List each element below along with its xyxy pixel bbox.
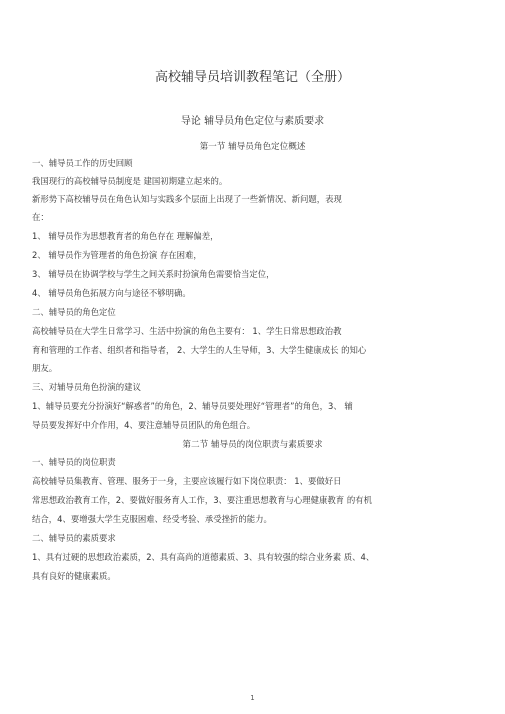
- text-line: 2、 辅导员作为管理者的角色扮演 存在困难，: [32, 250, 202, 260]
- chapter-heading: 导论 辅导员角色定位与素质要求: [180, 116, 325, 127]
- page-number: 1: [250, 694, 255, 702]
- text-line: 1、具有过硬的思想政治素质，2、具有高尚的道德素质、3、具有较强的综合业务素 质、4、: [32, 552, 375, 562]
- text-line: 导员要发挥好中介作用，4、要注意辅导员团队的角色组合。: [32, 420, 256, 430]
- text-line: 朋友。: [32, 363, 58, 373]
- text-line: 常思想政治教育工作，2、要做好服务育人工作，3、要注重思想教育与心理健康教育 的有机: [32, 495, 372, 505]
- text-line: 在：: [32, 212, 49, 222]
- text-line: 具有良好的健康素质。: [32, 571, 116, 581]
- text-line: 高校辅导员在大学生日常学习、生活中扮演的角色主要有： 1、学生日常思想政治教: [32, 326, 342, 336]
- text-line: 三、对辅导员角色扮演的建议: [32, 382, 141, 392]
- text-line: 一、辅导员的岗位职责: [32, 457, 116, 467]
- text-line: 3、 辅导员在协调学校与学生之间关系时扮演角色需要恰当定位，: [32, 269, 275, 279]
- text-line: 育和管理的工作者、组织者和指导者， 2、大学生的人生导师，3、大学生健康成长 的知心: [32, 345, 367, 355]
- text-line: 一、辅导员工作的历史回顾: [32, 158, 133, 168]
- document-title: 高校辅导员培训教程笔记（全册）: [154, 70, 350, 85]
- text-line: 二、辅导员的素质要求: [32, 533, 116, 543]
- text-line: 我国现行的高校辅导员制度是 建国初期建立起来的。: [32, 176, 228, 186]
- text-line: 1、 辅导员作为思想教育者的角色存在 理解偏差，: [32, 231, 219, 241]
- text-line: 高校辅导员集教育、管理、服务于一身，主要应该履行如下岗位职责： 1、要做好日: [32, 476, 342, 486]
- text-line: 4、 辅导员角色拓展方向与途径不够明确。: [32, 288, 191, 298]
- section-heading-2: 第二节 辅导员的岗位职责与素质要求: [182, 440, 323, 450]
- text-line: 二、辅导员的角色定位: [32, 307, 116, 317]
- section-heading-1: 第一节 辅导员角色定位概述: [199, 142, 306, 152]
- text-line: 新形势下高校辅导员在角色认知与实践多个层面上出现了一些新情况、新问题，表现: [32, 194, 342, 204]
- text-line: 1、辅导员要充分扮演好“解惑者”的角色，2、辅导员要处理好“管理者”的角色，3、 辅: [32, 401, 353, 411]
- text-line: 结合，4、要增强大学生克服困难、经受考验、承受挫折的能力。: [32, 514, 272, 524]
